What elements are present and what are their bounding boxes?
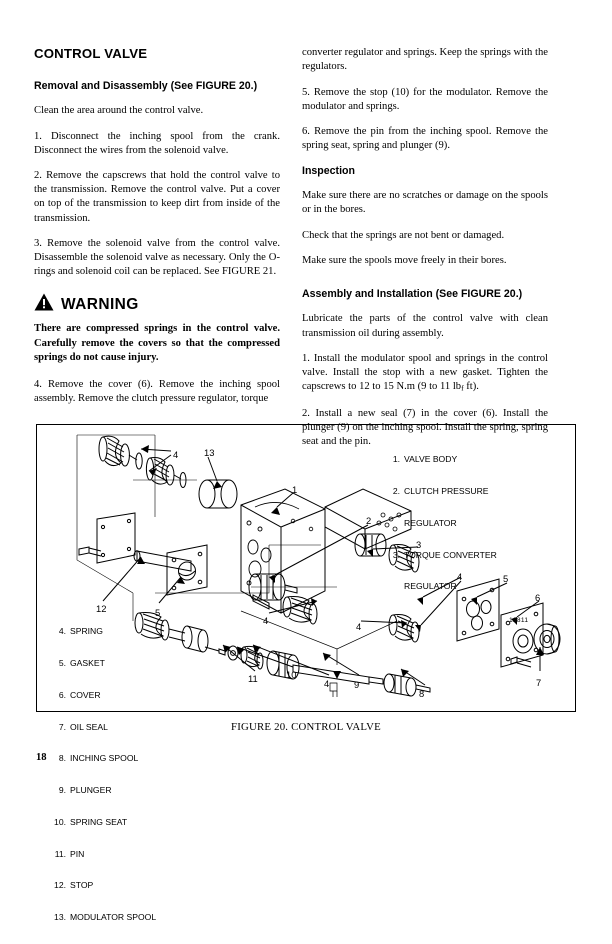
legend-number: 6. xyxy=(58,689,66,700)
legend-item xyxy=(49,849,156,860)
legend-label: PLUNGER xyxy=(70,785,112,796)
figure-callout-4: 4 xyxy=(173,449,179,460)
page-title: CONTROL VALVE xyxy=(34,46,148,61)
page-number: 18 xyxy=(36,752,47,763)
figure-callout-13: 13 xyxy=(204,447,215,458)
paragraph: 2. Install a new seal (7) in the cover (6). Install the plunger (9) on the inching spool. Install the spring, spring seat and the pin. xyxy=(302,408,548,448)
left-text-column xyxy=(34,46,280,406)
torque-unit-subscript: f xyxy=(461,383,464,393)
legend-item xyxy=(383,550,497,561)
paragraph: Make sure the spools move freely in their bores. xyxy=(302,255,507,267)
legend-number: 11. xyxy=(54,848,66,859)
legend-label: OIL SEAL xyxy=(70,721,108,732)
warning-title: WARNING xyxy=(61,295,139,313)
drawing-id: 12811 xyxy=(509,617,529,624)
legend-number: 13. xyxy=(54,912,66,923)
legend-label: SPRING xyxy=(70,626,103,637)
legend-item xyxy=(383,486,497,497)
warning-triangle-icon xyxy=(34,293,54,316)
torque-text-post: ft). xyxy=(463,381,479,393)
figure-callout-4: 4 xyxy=(263,615,269,626)
legend-item xyxy=(49,626,156,637)
figure-callout-10: 10 xyxy=(286,669,297,680)
legend-label: MODULATOR SPOOL xyxy=(70,912,157,923)
torque-text-pre: 1. Install the modulator spool and springs in the control valve. Install the stop with a new gasket. Tighten the capscrews to 12 to 15 N.m (9 to 11 lb xyxy=(302,353,548,393)
figure-callout-9: 9 xyxy=(354,679,360,690)
legend-label-continued: REGULATOR xyxy=(404,517,457,528)
legend-item xyxy=(49,817,156,828)
figure-callout-6: 6 xyxy=(535,592,541,603)
legend-number: 2. xyxy=(392,485,400,496)
paragraph: 6. Remove the pin from the inching spool. Remove the spring seat, spring and plunger (9). xyxy=(302,126,548,152)
legend-label-continued: REGULATOR xyxy=(404,581,457,592)
figure-callout-7: 7 xyxy=(536,677,542,688)
paragraph: 4. Remove the cover (6). Remove the inching spool assembly. Remove the clutch pressure regulator, torque xyxy=(34,379,280,405)
legend-number: 9. xyxy=(58,785,66,796)
figure-caption: FIGURE 20. CONTROL VALVE xyxy=(231,721,381,733)
legend-item xyxy=(383,454,497,465)
paragraph: Check that the springs are not bent or damaged. xyxy=(302,229,505,241)
legend-label: COVER xyxy=(70,689,101,700)
legend-item xyxy=(49,880,156,891)
legend-number: 5. xyxy=(58,657,66,668)
legend-number: 4. xyxy=(58,626,66,637)
figure-callout-5: 5 xyxy=(503,573,509,584)
legend-number: 7. xyxy=(58,721,66,732)
paragraph: 5. Remove the stop (10) for the modulator. Remove the modulator and springs. xyxy=(302,86,548,112)
paragraph: Make sure there are no scratches or damage on the spools or in the bores. xyxy=(302,190,548,216)
figure-callout-11: 11 xyxy=(248,673,258,684)
legend-number: 3. xyxy=(392,549,400,560)
figure-callout-5: 5 xyxy=(155,607,161,618)
legend-number: 1. xyxy=(392,454,400,465)
legend-label: PIN xyxy=(70,848,85,859)
figure-callout-8: 8 xyxy=(419,688,425,699)
figure-legend-top xyxy=(383,433,497,613)
legend-number: 12. xyxy=(54,880,66,891)
paragraph: Clean the area around the control valve. xyxy=(34,105,204,116)
figure-callout-2: 2 xyxy=(366,515,372,526)
legend-label: INCHING SPOOL xyxy=(70,753,139,764)
legend-label: CLUTCH PRESSURE xyxy=(404,485,489,496)
section-heading-removal: Removal and Disassembly (See FIGURE 20.) xyxy=(34,80,258,92)
section-heading-assembly: Assembly and Installation (See FIGURE 20.) xyxy=(302,288,523,301)
paragraph: converter regulator and springs. Keep the springs with the regulators. xyxy=(302,47,548,73)
warning-header xyxy=(34,293,280,316)
legend-label: TORQUE CONVERTER xyxy=(404,549,497,560)
legend-item xyxy=(49,658,156,669)
figure-callout-12: 12 xyxy=(96,603,107,614)
legend-item xyxy=(49,753,156,764)
legend-label: VALVE BODY xyxy=(404,454,458,465)
legend-label: SPRING SEAT xyxy=(70,816,128,827)
figure-callout-3: 3 xyxy=(416,539,422,550)
section-heading-inspection: Inspection xyxy=(302,165,355,178)
paragraph: Lubricate the parts of the control valve with clean transmission oil during assembly. xyxy=(302,313,548,339)
legend-number: 8. xyxy=(58,753,66,764)
legend-item xyxy=(49,690,156,701)
legend-item xyxy=(49,785,156,796)
legend-label: STOP xyxy=(70,880,94,891)
paragraph: 2. Remove the capscrews that hold the control valve to the transmission. Remove the control valve. Put a cover on top of the transmission to keep dirt from inside of the transmission. xyxy=(34,170,280,224)
figure-callout-4: 4 xyxy=(324,678,330,689)
paragraph: 1. Disconnect the inching spool from the crank. Disconnect the wires from the solenoid valve. xyxy=(34,130,280,156)
figure-callout-4: 4 xyxy=(356,621,362,632)
paragraph: 3. Remove the solenoid valve from the control valve. Disassemble the solenoid valve as necessary. Only the O-rings and solenoid coil can be replaced. See FIGURE 21. xyxy=(34,238,280,278)
right-text-column xyxy=(302,46,548,450)
legend-item xyxy=(49,912,156,923)
figure-legend-bottom xyxy=(49,605,156,944)
figure-callout-4: 4 xyxy=(457,571,463,582)
paragraph-torque-spec xyxy=(302,352,548,396)
legend-number: 10. xyxy=(54,816,66,827)
figure-callout-1: 1 xyxy=(292,484,298,495)
warning-text: There are compressed springs in the control valve. Carefully remove the covers so that the compressed springs do not cause injury. xyxy=(34,323,280,363)
legend-label: GASKET xyxy=(70,657,105,668)
